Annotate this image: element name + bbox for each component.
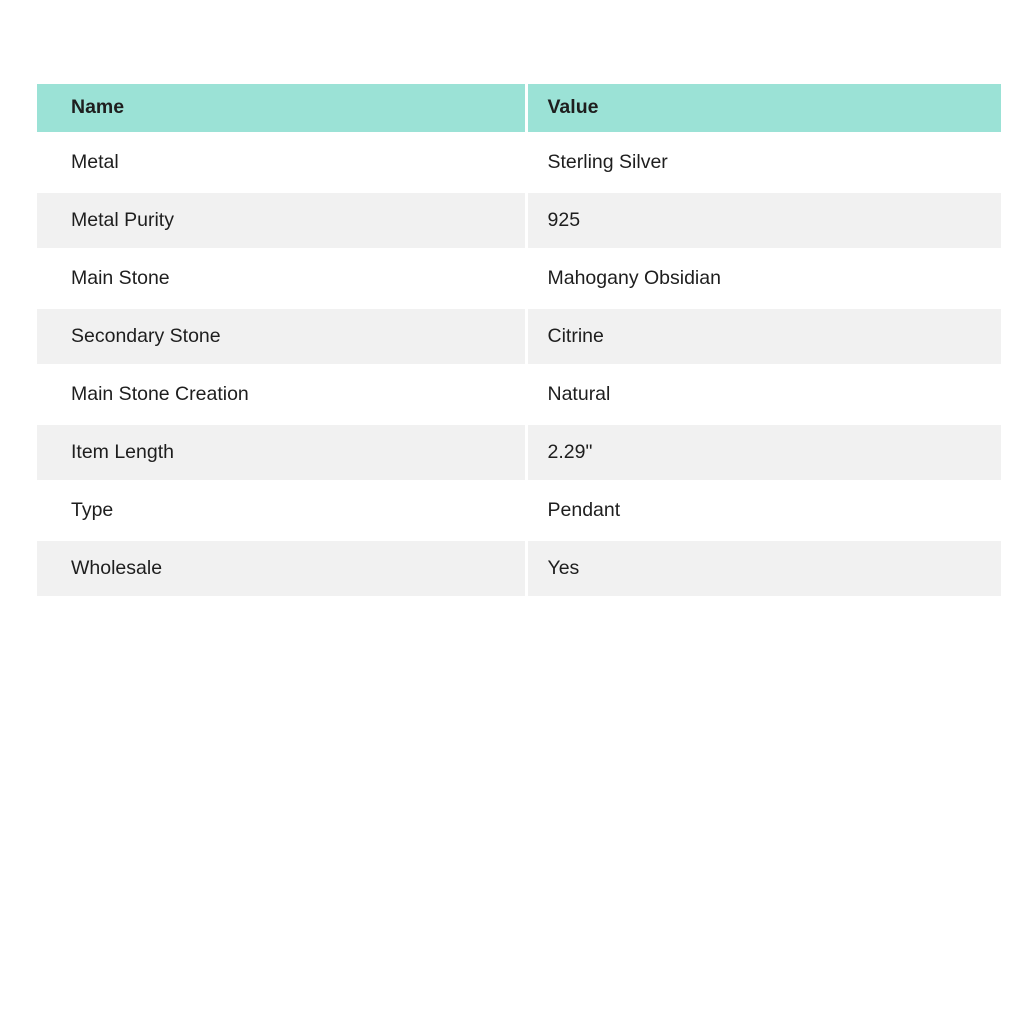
attribute-name-cell: Main Stone (37, 249, 526, 307)
column-header-name: Name (37, 84, 526, 133)
attribute-value-cell: Natural (526, 365, 1001, 423)
attribute-name-cell: Type (37, 481, 526, 539)
table-row (37, 191, 1001, 249)
table-row (37, 133, 1001, 191)
attribute-value-cell: Mahogany Obsidian (526, 249, 1001, 307)
attribute-value-cell: 925 (526, 191, 1001, 249)
attribute-name-cell: Main Stone Creation (37, 365, 526, 423)
table-header-row (37, 84, 1001, 133)
table-row (37, 307, 1001, 365)
attribute-value-cell: Citrine (526, 307, 1001, 365)
table-row (37, 539, 1001, 597)
table-body (37, 133, 1001, 597)
attribute-name-cell: Secondary Stone (37, 307, 526, 365)
attribute-name-cell: Wholesale (37, 539, 526, 597)
attribute-value-cell: Yes (526, 539, 1001, 597)
table-row (37, 365, 1001, 423)
attribute-name-cell: Item Length (37, 423, 526, 481)
attribute-value-cell: Sterling Silver (526, 133, 1001, 191)
attribute-value-cell: 2.29" (526, 423, 1001, 481)
table-row (37, 423, 1001, 481)
product-attributes-table (37, 84, 1001, 599)
attribute-name-cell: Metal (37, 133, 526, 191)
table-row (37, 249, 1001, 307)
table-row (37, 481, 1001, 539)
column-header-value: Value (526, 84, 1001, 133)
attribute-value-cell: Pendant (526, 481, 1001, 539)
attribute-name-cell: Metal Purity (37, 191, 526, 249)
